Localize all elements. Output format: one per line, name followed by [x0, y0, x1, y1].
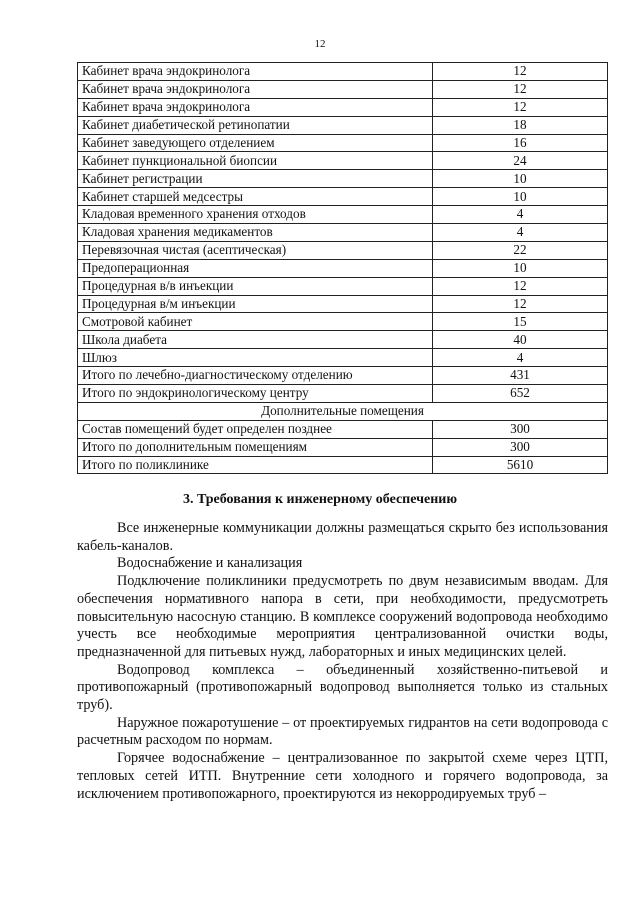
table-row — [78, 438, 608, 456]
room-area-cell: 12 — [433, 295, 608, 313]
subheading-water-supply: Водоснабжение и канализация — [117, 555, 303, 572]
table-row — [78, 206, 608, 224]
paragraph-hot-water: Горячее водоснабжение – централизованное по закрытой схеме через ЦТП, тепловых сетей ИТП. Внутренние сети холодного и горячего водопровода, за исключением противопожарного, проектируются из некорродируемых труб – — [77, 750, 608, 802]
room-name-cell: Кабинет заведующего отделением — [78, 134, 433, 152]
room-area-cell: 12 — [433, 277, 608, 295]
table-row — [78, 152, 608, 170]
room-name-cell: Кабинет диабетической ретинопатии — [78, 116, 433, 134]
room-area-cell: 12 — [433, 63, 608, 81]
table-row — [78, 349, 608, 367]
room-area-cell: 4 — [433, 224, 608, 242]
table-row — [78, 295, 608, 313]
rooms-table — [77, 62, 608, 474]
table-row — [78, 456, 608, 474]
room-name-cell: Кабинет врача эндокринолога — [78, 63, 433, 81]
room-area-cell: 10 — [433, 259, 608, 277]
room-area-cell: 12 — [433, 80, 608, 98]
room-area-cell: 12 — [433, 98, 608, 116]
table-row — [78, 385, 608, 403]
table-row — [78, 80, 608, 98]
table-row — [78, 63, 608, 81]
room-area-cell: 18 — [433, 116, 608, 134]
page-number: 12 — [314, 38, 326, 50]
room-name-cell: Кабинет старшей медсестры — [78, 188, 433, 206]
paragraph-connection: Подключение поликлиники предусмотреть по двум независимым вводам. Для обеспечения нормативного напора в сети, при необходимости, предусмотреть повысительную насосную станцию. В комплексе сооружений водопровода необходимо учесть все необходимые мероприятия централизованной очистки воды, предназначенной для питьевых нужд, лабораторных и иных медицинских целей. — [77, 573, 608, 660]
room-area-cell: 15 — [433, 313, 608, 331]
table-row — [78, 313, 608, 331]
table-row — [78, 241, 608, 259]
room-name-cell: Смотровой кабинет — [78, 313, 433, 331]
room-area-cell: 652 — [433, 385, 608, 403]
room-name-cell: Кабинет врача эндокринолога — [78, 98, 433, 116]
room-name-cell: Итого по дополнительным помещениям — [78, 438, 433, 456]
room-area-cell: 4 — [433, 349, 608, 367]
room-name-cell: Итого по лечебно-диагностическому отделению — [78, 367, 433, 385]
room-name-cell: Предоперационная — [78, 259, 433, 277]
room-name-cell: Кабинет регистрации — [78, 170, 433, 188]
table-row — [78, 188, 608, 206]
table-section-row — [78, 402, 608, 420]
table-row — [78, 259, 608, 277]
table-row — [78, 116, 608, 134]
room-name-cell: Кладовая временного хранения отходов — [78, 206, 433, 224]
room-name-cell: Кабинет врача эндокринолога — [78, 80, 433, 98]
room-area-cell: 431 — [433, 367, 608, 385]
room-area-cell: 4 — [433, 206, 608, 224]
room-area-cell: 10 — [433, 188, 608, 206]
table-row — [78, 420, 608, 438]
table-row — [78, 331, 608, 349]
paragraph-water-pipeline: Водопровод комплекса – объединенный хозяйственно-питьевой и противопожарный (противопожарный водопровод выполняется только из стальных труб). — [77, 661, 608, 714]
room-area-cell: 22 — [433, 241, 608, 259]
rooms-table-body — [78, 63, 608, 474]
room-name-cell: Итого по эндокринологическому центру — [78, 385, 433, 403]
room-area-cell: 5610 — [433, 456, 608, 474]
room-area-cell: 300 — [433, 438, 608, 456]
table-row — [78, 134, 608, 152]
room-name-cell: Кабинет пункциональной биопсии — [78, 152, 433, 170]
table-row — [78, 98, 608, 116]
paragraph-communications: Все инженерные коммуникации должны размещаться скрыто без использования кабель-каналов. — [77, 520, 608, 554]
section-heading: 3. Требования к инженерному обеспечению — [182, 492, 458, 507]
table-row — [78, 170, 608, 188]
body-text — [77, 520, 608, 803]
room-area-cell: 40 — [433, 331, 608, 349]
room-name-cell: Процедурная в/м инъекции — [78, 295, 433, 313]
section-title-cell: Дополнительные помещения — [78, 402, 608, 420]
room-name-cell: Итого по поликлинике — [78, 456, 433, 474]
room-name-cell: Кладовая хранения медикаментов — [78, 224, 433, 242]
room-name-cell: Перевязочная чистая (асептическая) — [78, 241, 433, 259]
table-row — [78, 277, 608, 295]
room-name-cell: Школа диабета — [78, 331, 433, 349]
room-area-cell: 300 — [433, 420, 608, 438]
paragraph-fire-extinguishing: Наружное пожаротушение – от проектируемых гидрантов на сети водопровода с расчетным расходом по нормам. — [77, 714, 608, 749]
room-area-cell: 24 — [433, 152, 608, 170]
room-name-cell: Шлюз — [78, 349, 433, 367]
table-row — [78, 224, 608, 242]
room-name-cell: Состав помещений будет определен позднее — [78, 420, 433, 438]
table-row — [78, 367, 608, 385]
room-area-cell: 16 — [433, 134, 608, 152]
room-area-cell: 10 — [433, 170, 608, 188]
room-name-cell: Процедурная в/в инъекции — [78, 277, 433, 295]
